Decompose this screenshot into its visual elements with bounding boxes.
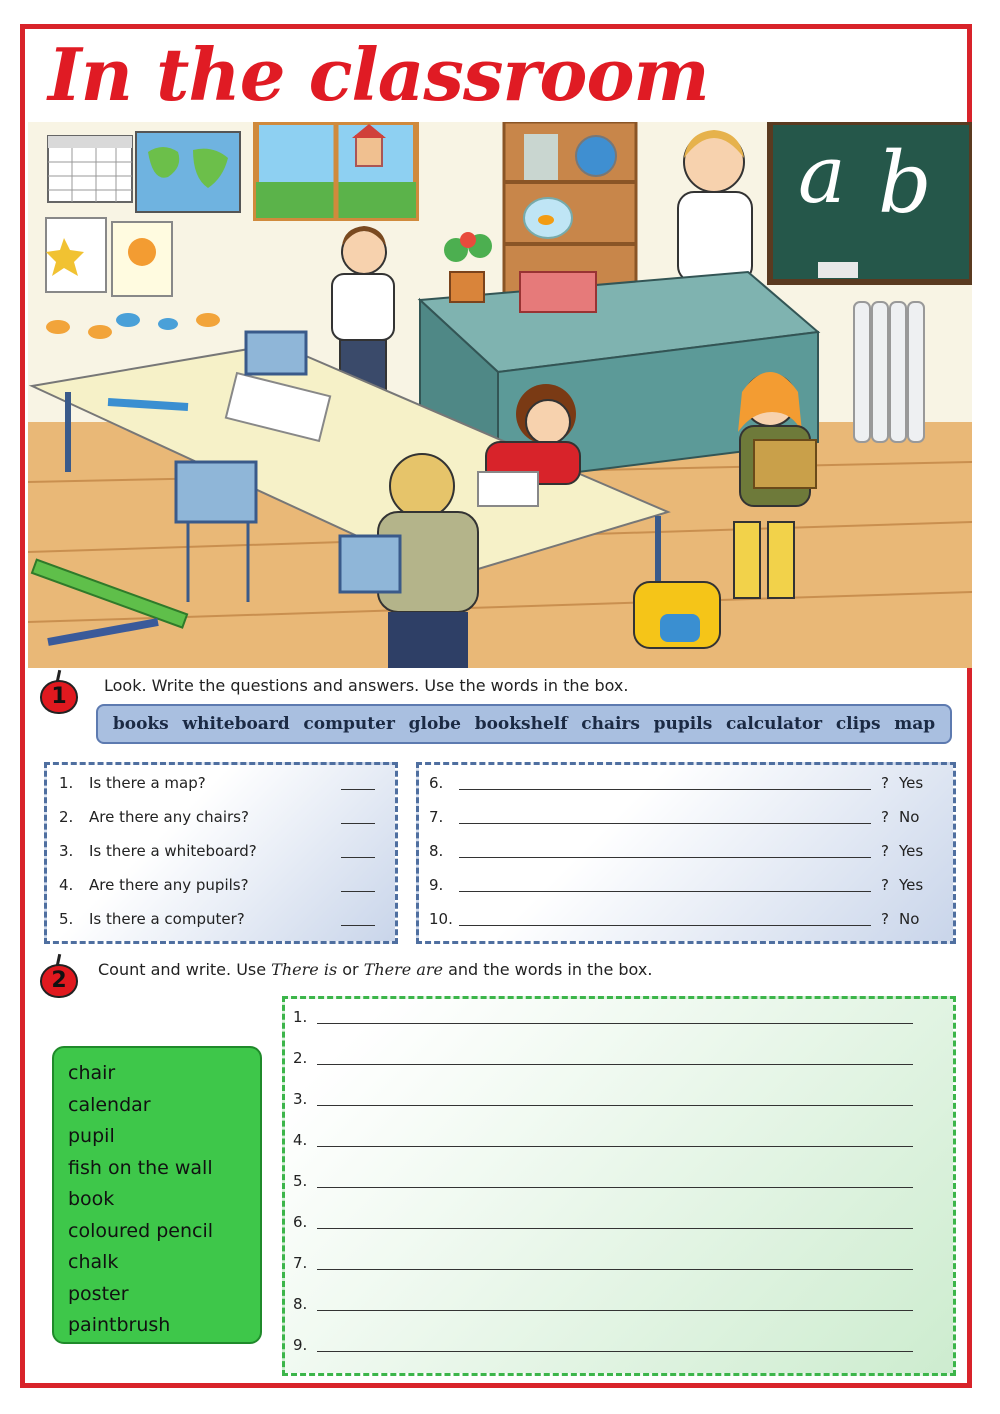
writing-line[interactable] <box>317 1257 913 1270</box>
word-list-item: coloured pencil <box>68 1219 213 1242</box>
line-number: 6. <box>293 1213 308 1231</box>
exercise-1-badge <box>40 674 80 714</box>
question-row <box>59 805 385 829</box>
exercise-2-badge <box>40 958 80 998</box>
word-box-item: bookshelf <box>474 714 568 734</box>
question-mark: ? <box>881 808 889 826</box>
question-mark: ? <box>881 842 889 860</box>
word-box-item: calculator <box>725 714 823 734</box>
question-number: 3. <box>59 842 74 860</box>
answer-blank[interactable] <box>341 811 375 824</box>
board-letter-b: b <box>878 134 932 232</box>
word-box-item: map <box>894 714 936 734</box>
answer-number: 9. <box>429 876 444 894</box>
instruction-text-end: and the words in the box. <box>443 960 653 979</box>
chalkboard <box>770 122 972 282</box>
answer-blank[interactable] <box>341 913 375 926</box>
line-number: 8. <box>293 1295 308 1313</box>
line-number: 4. <box>293 1131 308 1149</box>
answer-blank[interactable] <box>341 879 375 892</box>
word-list-item: fish on the wall <box>68 1156 213 1179</box>
question-write-line[interactable] <box>459 879 871 892</box>
board-letter-a: a <box>798 128 846 221</box>
given-answer: No <box>899 910 920 928</box>
window <box>256 122 416 218</box>
answer-row <box>429 873 943 897</box>
word-box-item: globe <box>408 714 461 734</box>
given-answer: Yes <box>899 876 924 894</box>
word-box-item: computer <box>303 714 395 734</box>
given-answer: Yes <box>899 842 924 860</box>
line-number: 7. <box>293 1254 308 1272</box>
word-list-item: pupil <box>68 1125 115 1147</box>
question-row <box>59 839 385 863</box>
answers-box <box>416 762 956 944</box>
word-list-item: paintbrush <box>68 1314 171 1336</box>
question-number: 1. <box>59 774 74 792</box>
question-write-line[interactable] <box>459 913 871 926</box>
question-row <box>59 873 385 897</box>
given-answer: Yes <box>899 774 924 792</box>
question-write-line[interactable] <box>459 777 871 790</box>
world-map <box>136 132 240 212</box>
schoolbag <box>634 582 720 648</box>
writing-row <box>293 1292 913 1316</box>
question-mark: ? <box>881 774 889 792</box>
word-list-item: chalk <box>68 1251 119 1273</box>
word-list-item: calendar <box>68 1093 151 1116</box>
exercise-2-writing-box <box>282 996 956 1376</box>
writing-row <box>293 1169 913 1193</box>
writing-line[interactable] <box>317 1052 913 1065</box>
instruction-there-are: There are <box>363 960 444 979</box>
writing-row <box>293 1251 913 1275</box>
exercise-1-number: 1 <box>40 680 78 714</box>
line-number: 9. <box>293 1336 308 1354</box>
instruction-text: Count and write. Use <box>98 960 272 979</box>
answer-number: 10. <box>429 910 453 928</box>
given-answer: No <box>899 808 920 826</box>
question-text: Is there a whiteboard? <box>89 842 257 860</box>
word-box-item: chairs <box>581 714 640 734</box>
writing-line[interactable] <box>317 1093 913 1106</box>
classroom-illustration <box>28 122 972 668</box>
word-box-item: pupils <box>653 714 713 734</box>
page-title: In the classroom <box>48 32 709 117</box>
question-mark: ? <box>881 876 889 894</box>
answer-blank[interactable] <box>341 845 375 858</box>
writing-line[interactable] <box>317 1175 913 1188</box>
word-list-item: chair <box>68 1062 116 1084</box>
line-number: 5. <box>293 1172 308 1190</box>
exercise-1-instruction: Look. Write the questions and answers. Use the words in the box. <box>104 676 629 695</box>
answer-row <box>429 907 943 931</box>
answer-row <box>429 771 943 795</box>
question-text: Are there any pupils? <box>89 876 249 894</box>
word-list-item: poster <box>68 1282 129 1305</box>
writing-line[interactable] <box>317 1339 913 1352</box>
word-box-item: whiteboard <box>182 714 290 734</box>
question-number: 5. <box>59 910 74 928</box>
exercise-1-word-box <box>96 704 952 744</box>
question-row <box>59 771 385 795</box>
exercise-2-word-list <box>52 1046 262 1344</box>
question-text: Are there any chairs? <box>89 808 249 826</box>
writing-line[interactable] <box>317 1134 913 1147</box>
question-write-line[interactable] <box>459 845 871 858</box>
answer-number: 6. <box>429 774 444 792</box>
classroom-scene <box>28 122 972 668</box>
radiator <box>854 302 924 442</box>
instruction-or: or <box>337 960 364 979</box>
writing-line[interactable] <box>317 1298 913 1311</box>
exercise-2-number: 2 <box>40 964 78 998</box>
writing-line[interactable] <box>317 1216 913 1229</box>
word-box-item: books <box>112 714 169 734</box>
line-number: 2. <box>293 1049 308 1067</box>
question-text: Is there a computer? <box>89 910 245 928</box>
question-write-line[interactable] <box>459 811 871 824</box>
question-mark: ? <box>881 910 889 928</box>
answer-row <box>429 839 943 863</box>
word-box-item: clips <box>835 714 881 734</box>
writing-row <box>293 1210 913 1234</box>
answer-number: 8. <box>429 842 444 860</box>
line-number: 3. <box>293 1090 308 1108</box>
question-text: Is there a map? <box>89 774 206 792</box>
exercise-2-instruction <box>98 960 652 979</box>
writing-row <box>293 1087 913 1111</box>
question-number: 4. <box>59 876 74 894</box>
calendar <box>48 136 132 202</box>
writing-row <box>293 1128 913 1152</box>
question-row <box>59 907 385 931</box>
line-number: 1. <box>293 1008 308 1026</box>
answer-number: 7. <box>429 808 444 826</box>
instruction-there-is: There is <box>271 960 338 979</box>
writing-row <box>293 1005 913 1029</box>
questions-box <box>44 762 398 944</box>
writing-line[interactable] <box>317 1011 913 1024</box>
writing-row <box>293 1046 913 1070</box>
question-number: 2. <box>59 808 74 826</box>
answer-row <box>429 805 943 829</box>
answer-blank[interactable] <box>341 777 375 790</box>
word-list-item: book <box>68 1188 115 1210</box>
writing-row <box>293 1333 913 1357</box>
